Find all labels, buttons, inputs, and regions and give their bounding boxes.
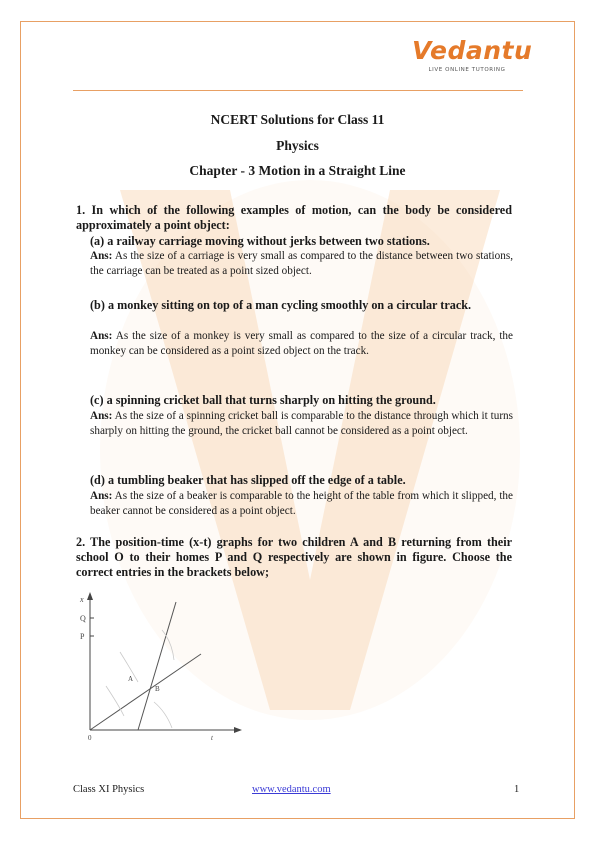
line-b-label: B <box>155 685 160 693</box>
answer-text: As the size of a beaker is comparable to the height of the table from which it slipped, the beaker cannot be considered as a point object. <box>90 490 513 517</box>
x-axis-label: t <box>211 734 213 740</box>
footer-link-text: www.vedantu.com <box>252 784 331 795</box>
tick-p-label: P <box>80 632 85 641</box>
answer-text: As the size of a carriage is very small as compared to the distance between two stations, the carriage can be treated as a point sized object. <box>90 250 513 277</box>
vedantu-logo[interactable] <box>412 36 533 84</box>
answer-label: Ans: <box>90 410 113 422</box>
answer-label: Ans: <box>90 330 113 342</box>
answer-1b <box>90 329 513 359</box>
answer-text: As the size of a monkey is very small as compared to the size of a circular track, the monkey can be considered as a point sized object on the track. <box>90 330 513 357</box>
tick-q-label: Q <box>80 614 86 623</box>
footer-website-link[interactable] <box>252 784 333 795</box>
x-axis-arrow <box>234 727 242 733</box>
question-1c: (c) a spinning cricket ball that turns sharply on hitting the ground. <box>90 393 436 407</box>
line-b <box>138 602 176 730</box>
line-a <box>90 654 201 730</box>
header-divider <box>73 90 523 91</box>
subject-title: Physics <box>276 138 319 153</box>
position-time-graph <box>76 590 246 740</box>
question-1b: (b) a monkey sitting on top of a man cycling smoothly on a circular track. <box>90 298 472 312</box>
document-title: NCERT Solutions for Class 11 <box>210 112 385 127</box>
footer-course: Class XI Physics <box>73 784 145 795</box>
question-1: 1. In which of the following examples of motion, can the body be considered approximately a point object: <box>76 203 512 232</box>
y-axis-arrow <box>87 592 93 600</box>
question-1a: (a) a railway carriage moving without jerks between two stations. <box>90 234 430 248</box>
line-a-label: A <box>128 675 134 683</box>
page-number: 1 <box>514 784 520 795</box>
answer-label: Ans: <box>90 490 113 502</box>
answer-label: Ans: <box>90 250 113 262</box>
answer-1d <box>90 489 513 519</box>
answer-text: As the size of a spinning cricket ball is comparable to the distance through which it turns sharply on hitting the ground, the cricket ball cannot be considered as a point object. <box>90 410 513 437</box>
logo-tagline: LIVE ONLINE TUTORING <box>428 67 506 73</box>
question-2: 2. The position-time (x-t) graphs for two children A and B returning from their school O to their homes P and Q respectively are shown in figure. Choose the correct entries in the brackets below; <box>76 535 512 579</box>
answer-1a <box>90 249 513 279</box>
chapter-title: Chapter - 3 Motion in a Straight Line <box>189 163 406 178</box>
origin-label: 0 <box>88 734 92 740</box>
answer-1c <box>90 409 513 439</box>
question-1d: (d) a tumbling beaker that has slipped off the edge of a table. <box>90 473 406 487</box>
y-axis-label: x <box>80 595 84 604</box>
logo-wordmark: Vedantu <box>412 36 533 65</box>
